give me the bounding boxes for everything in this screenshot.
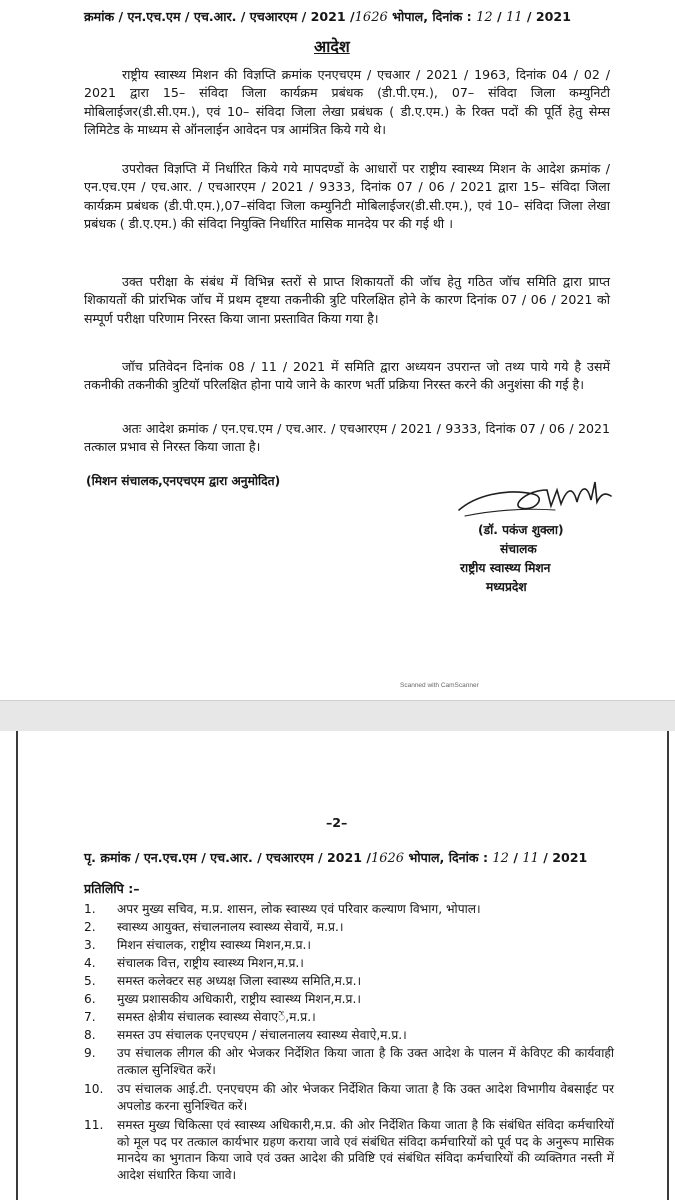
page-separator: [0, 700, 675, 732]
ref2-prefix: पृ. क्रमांक / एन.एच.एम / एच.आर. / एचआरएम / 2021 /: [84, 850, 371, 865]
signatory-designation: संचालक: [500, 542, 537, 556]
copy-item-number: 7.: [84, 1010, 96, 1024]
copy-item-number: 5.: [84, 974, 96, 988]
approval-note: (मिशन संचालक,एनएचएम द्वारा अनुमोदित): [86, 474, 281, 488]
copy-item-number: 1.: [84, 902, 96, 916]
paragraph-5-text: अतः आदेश क्रमांक / एन.एच.एम / एच.आर. / एचआरएम / 2021 / 9333, दिनांक 07 / 06 / 2021 तत्काल प्रभाव से निरस्त किया जाता है।: [84, 421, 610, 455]
copy-list-item: [84, 955, 614, 972]
signatory-organization: राष्ट्रीय स्वास्थ्य मिशन: [460, 561, 551, 575]
page-border-left: [16, 731, 18, 1200]
copy-item-text: संचालक वित्त, राष्ट्रीय स्वास्थ्य मिशन,म.प्र.।: [117, 956, 304, 970]
copy-item-text: मुख्य प्रशासकीय अधिकारी, राष्ट्रीय स्वास्थ्य मिशन,म.प्र.।: [117, 992, 361, 1006]
copy-list-item: [84, 1117, 614, 1183]
document-page-2: [0, 731, 675, 1200]
ref-year: / 2021: [526, 9, 571, 24]
paragraph-3-text: उक्त परीक्षा के संबंध में विभिन्न स्तरों से प्राप्त शिकायतों की जॉच हेतु गठित जॉच समिति द्वारा प्राप्त शिकायतों की प्रांरभिक जॉच में प्रथम दृष्टया तकनीकी त्रुटि परिलक्षित होने के कारण दिनांक 07 / 06 / 2021 को सम्पूर्ण परीक्षा परिणाम निरस्त किया जाना प्रस्तावित किया गया है।: [84, 274, 610, 326]
paragraph-2: [84, 160, 610, 233]
ref-day-handwritten: 12: [476, 10, 493, 25]
paragraph-1: [84, 66, 610, 139]
paragraph-4-text: जॉच प्रतिवेदन दिनांक 08 / 11 / 2021 में समिति द्वारा अध्ययन उपरान्त जो तथ्य पाये गये है उसमें तकनीकी तकनीकी त्रुटियॉ परिलक्षित होना पाये जाने के कारण भर्ती प्रक्रिया निरस्त करने की अनुशंसा की गई है।: [84, 359, 610, 393]
signatory-name: (डॉ. पकंज शुक्ला): [478, 523, 564, 537]
copy-to-label: प्रतिलिपि :–: [84, 881, 140, 896]
copy-item-text: उप संचालक आई.टी. एनएचएम की ओर भेजकर निर्देशित किया जाता है कि उक्त आदेश विभागीय वेबसाईट पर अपलोड करना सुनिश्चित करें।: [117, 1082, 614, 1113]
page-number: –2–: [326, 815, 348, 830]
ref-prefix: क्रमांक / एन.एच.एम / एच.आर. / एचआरएम / 2021 /: [84, 9, 355, 24]
copy-list-item: [84, 973, 614, 990]
copy-item-text: अपर मुख्य सचिव, म.प्र. शासन, लोक स्वास्थ्य एवं परिवार कल्याण विभाग, भोपाल।: [117, 902, 481, 916]
paragraph-1-text: राष्ट्रीय स्वास्थ्य मिशन की विज्ञप्ति क्रमांक एनएचएम / एचआर / 2021 / 1963, दिनांक 04 / 02 / 2021 द्वारा 15– संविदा जिला कार्यक्रम प्रबंधक (डी.पी.एम.), 07– संविदा जिला कम्युनिटी मोबिलाईजर(डी.सी.एम.), एवं 10– संविदा जिला लेखा प्रबंधक ( डी.ए.एम.) के रिक्त पदों की पूर्ति हेतु सेम्स लिमिटेड के माध्यम से ऑनलाईन आवेदन पत्र आमंत्रित किये गये थे।: [84, 67, 610, 137]
copy-list-item: [84, 1081, 614, 1114]
order-reference-line: क्रमांक / एन.एच.एम / एच.आर. / एचआरएम / 2021 /1626 भोपाल, दिनांक : 12 / 11 / 2021: [84, 9, 571, 25]
copy-item-number: 3.: [84, 938, 96, 952]
ref-month-handwritten: 11: [505, 10, 523, 25]
paragraph-2-text: उपरोक्त विज्ञप्ति में निर्धारित किये गये मापदण्डों के आधारों पर राष्ट्रीय स्वास्थ्य मिशन के आदेश क्रमांक / एन.एच.एम / एच.आर. / एचआरएम / 2021 / 9333, दिनांक 07 / 06 / 2021 द्वारा 15– संविदा जिला कार्यक्रम प्रबंधक (डी.पी.एम.),07–संविदा जिला कम्युनिटी मोबिलाईजर(डी.सी.एम.), एवं 10– संविदा जिला लेखा प्रबंधक ( डी.ए.एम.) की संविदा नियुक्ति निर्धारित मासिक मानदेय पर की गई थी ।: [84, 161, 610, 231]
page-border-right: [667, 731, 669, 1200]
copy-list-item: [84, 937, 614, 954]
signatory-state: मध्यप्रदेश: [486, 580, 527, 594]
copy-list-item: [84, 901, 614, 918]
paragraph-5: [84, 420, 610, 457]
copy-item-text: स्वास्थ्य आयुक्त, संचालनालय स्वास्थ्य सेवायें, म.प्र.।: [117, 920, 344, 934]
copy-item-number: 2.: [84, 920, 96, 934]
ref2-number-handwritten: 1626: [370, 851, 405, 866]
paragraph-4: [84, 358, 610, 395]
copy-item-number: 4.: [84, 956, 96, 970]
paragraph-3: [84, 273, 610, 328]
copy-item-text: मिशन संचालक, राष्ट्रीय स्वास्थ्य मिशन,म.प्र.।: [117, 938, 312, 952]
signature-scribble-icon: [455, 476, 615, 522]
ref2-year: / 2021: [543, 850, 588, 865]
ref2-city-date: भोपाल, दिनांक :: [408, 850, 488, 865]
copy-list-item: [84, 1027, 614, 1044]
copy-list-item: [84, 991, 614, 1008]
ref2-day-handwritten: 12: [492, 851, 509, 866]
order-title: आदेश: [314, 37, 350, 56]
copy-item-number: 8.: [84, 1028, 96, 1042]
copy-list-item: [84, 1009, 614, 1026]
copy-item-number: 10.: [84, 1082, 104, 1096]
scanner-watermark: Scanned with CamScanner: [400, 682, 479, 689]
copy-item-text: समस्त कलेक्टर सह अध्यक्ष जिला स्वास्थ्य समिति,म.प्र.।: [117, 974, 362, 988]
copy-item-number: 11.: [84, 1118, 104, 1132]
copy-item-text: समस्त क्षेत्रीय संचालक स्वास्थ्य सेवाएें,म.प्र.।: [117, 1010, 316, 1024]
copy-item-text: उप संचालक लीगल की ओर भेजकर निर्देशित किया जाता है कि उक्त आदेश के पालन में केविएट की कार्यवाही तत्काल सुनिश्चित करें।: [117, 1046, 614, 1077]
ref-number-handwritten: 1626: [354, 10, 388, 25]
copy-item-number: 9.: [84, 1046, 96, 1060]
copy-item-text: समस्त मुख्य चिकित्सा एवं स्वास्थ्य अधिकारी,म.प्र. की ओर निर्देशित किया जाता है कि संबंधित संविदा कर्मचारियों को मूल पद पर तत्काल कार्यभार ग्रहण कराया जावे एवं संबंधित संविदा कर्मचारियों को पूर्व पद के अनुरूप मासिक मानदेय का भुगतान किया जावे एवं उक्त आदेश की प्रविष्टि एवं संबंधित संविदा कर्मचारियों की व्यक्तिगत नस्ती में आदेश संधारित किया जावे।: [117, 1118, 614, 1182]
copy-reference-line: पृ. क्रमांक / एन.एच.एम / एच.आर. / एचआरएम / 2021 /1626 भोपाल, दिनांक : 12 / 11 / 2021: [84, 850, 588, 866]
copy-item-number: 6.: [84, 992, 96, 1006]
copy-list-item: [84, 1045, 614, 1078]
ref-city-date: भोपाल, दिनांक :: [392, 9, 472, 24]
ref2-month-handwritten: 11: [522, 851, 539, 866]
copy-item-text: समस्त उप संचालक एनएचएम / संचालनालय स्वास्थ्य सेवाऐ,म.प्र.।: [117, 1028, 407, 1042]
copy-list-item: [84, 919, 614, 936]
